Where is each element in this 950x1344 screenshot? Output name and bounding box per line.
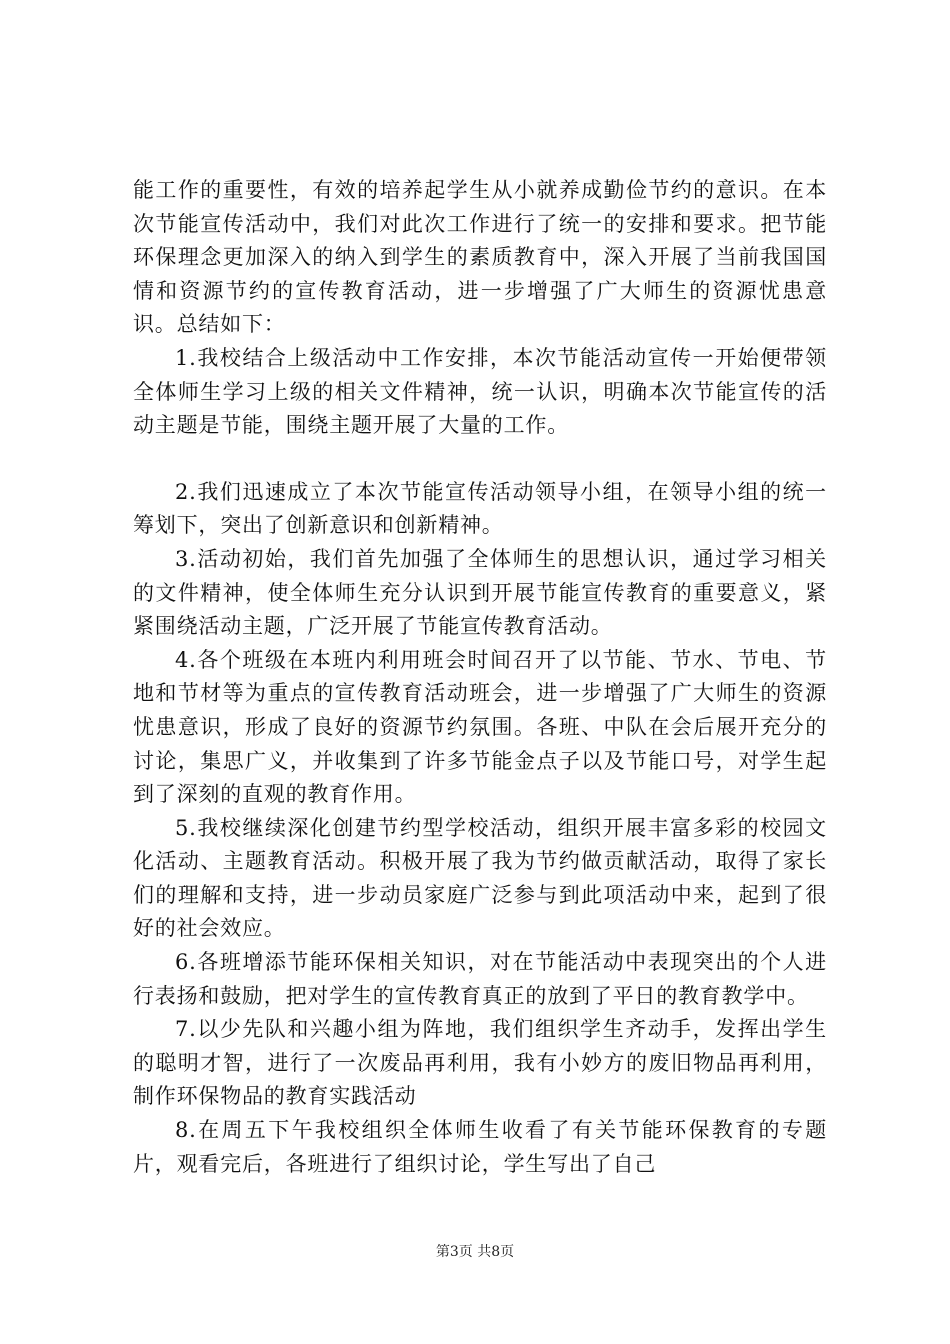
paragraph-item-4: 4.各个班级在本班内利用班会时间召开了以节能、节水、节电、节地和节材等为重点的宣传教育活动班会，进一步增强了广大师生的资源忧患意识，形成了良好的资源节约氛围。各班、中队在会后展开充分的讨论，集思广义，并收集到了许多节能金点子以及节能口号，对学生起到了深刻的直观的教育作用。 — [133, 647, 827, 807]
paragraph-intro: 能工作的重要性，有效的培养起学生从小就养成勤俭节约的意识。在本次节能宣传活动中，我们对此次工作进行了统一的安排和要求。把节能环保理念更加深入的纳入到学生的素质教育中，深入开展了当前我国国情和资源节约的宣传教育活动，进一步增强了广大师生的资源忧患意识。总结如下： — [133, 178, 827, 337]
paragraph-item-6: 6.各班增添节能环保相关知识，对在节能活动中表现突出的个人进行表扬和鼓励，把对学生的宣传教育真正的放到了平日的教育教学中。 — [133, 950, 827, 1008]
page-number-footer: 第3页 共8页 — [435, 1244, 515, 1260]
paragraph-item-1: 1.我校结合上级活动中工作安排，本次节能活动宣传一开始便带领全体师生学习上级的相关文件精神，统一认识，明确本次节能宣传的活动主题是节能，围绕主题开展了大量的工作。 — [133, 345, 827, 438]
document-body — [133, 174, 827, 1181]
paragraph-item-5: 5.我校继续深化创建节约型学校活动，组织开展丰富多彩的校园文化活动、主题教育活动。积极开展了我为节约做贡献活动，取得了家长们的理解和支持，进一步动员家庭广泛参与到此项活动中来，起到了很好的社会效应。 — [133, 815, 827, 941]
paragraph-item-7: 7.以少先队和兴趣小组为阵地，我们组织学生齐动手，发挥出学生的聪明才智，进行了一次废品再利用，我有小妙方的废旧物品再利用，制作环保物品的教育实践活动 — [133, 1017, 827, 1109]
paragraph-item-3: 3.活动初始，我们首先加强了全体师生的思想认识，通过学习相关的文件精神，使全体师生充分认识到开展节能宣传教育的重要意义，紧紧围绕活动主题，广泛开展了节能宣传教育活动。 — [133, 546, 827, 639]
paragraph-item-8: 8.在周五下午我校组织全体师生收看了有关节能环保教育的专题片，观看完后，各班进行了组织讨论，学生写出了自己 — [133, 1118, 827, 1176]
paragraph-item-2: 2.我们迅速成立了本次节能宣传活动领导小组，在领导小组的统一筹划下，突出了创新意识和创新精神。 — [133, 479, 827, 538]
